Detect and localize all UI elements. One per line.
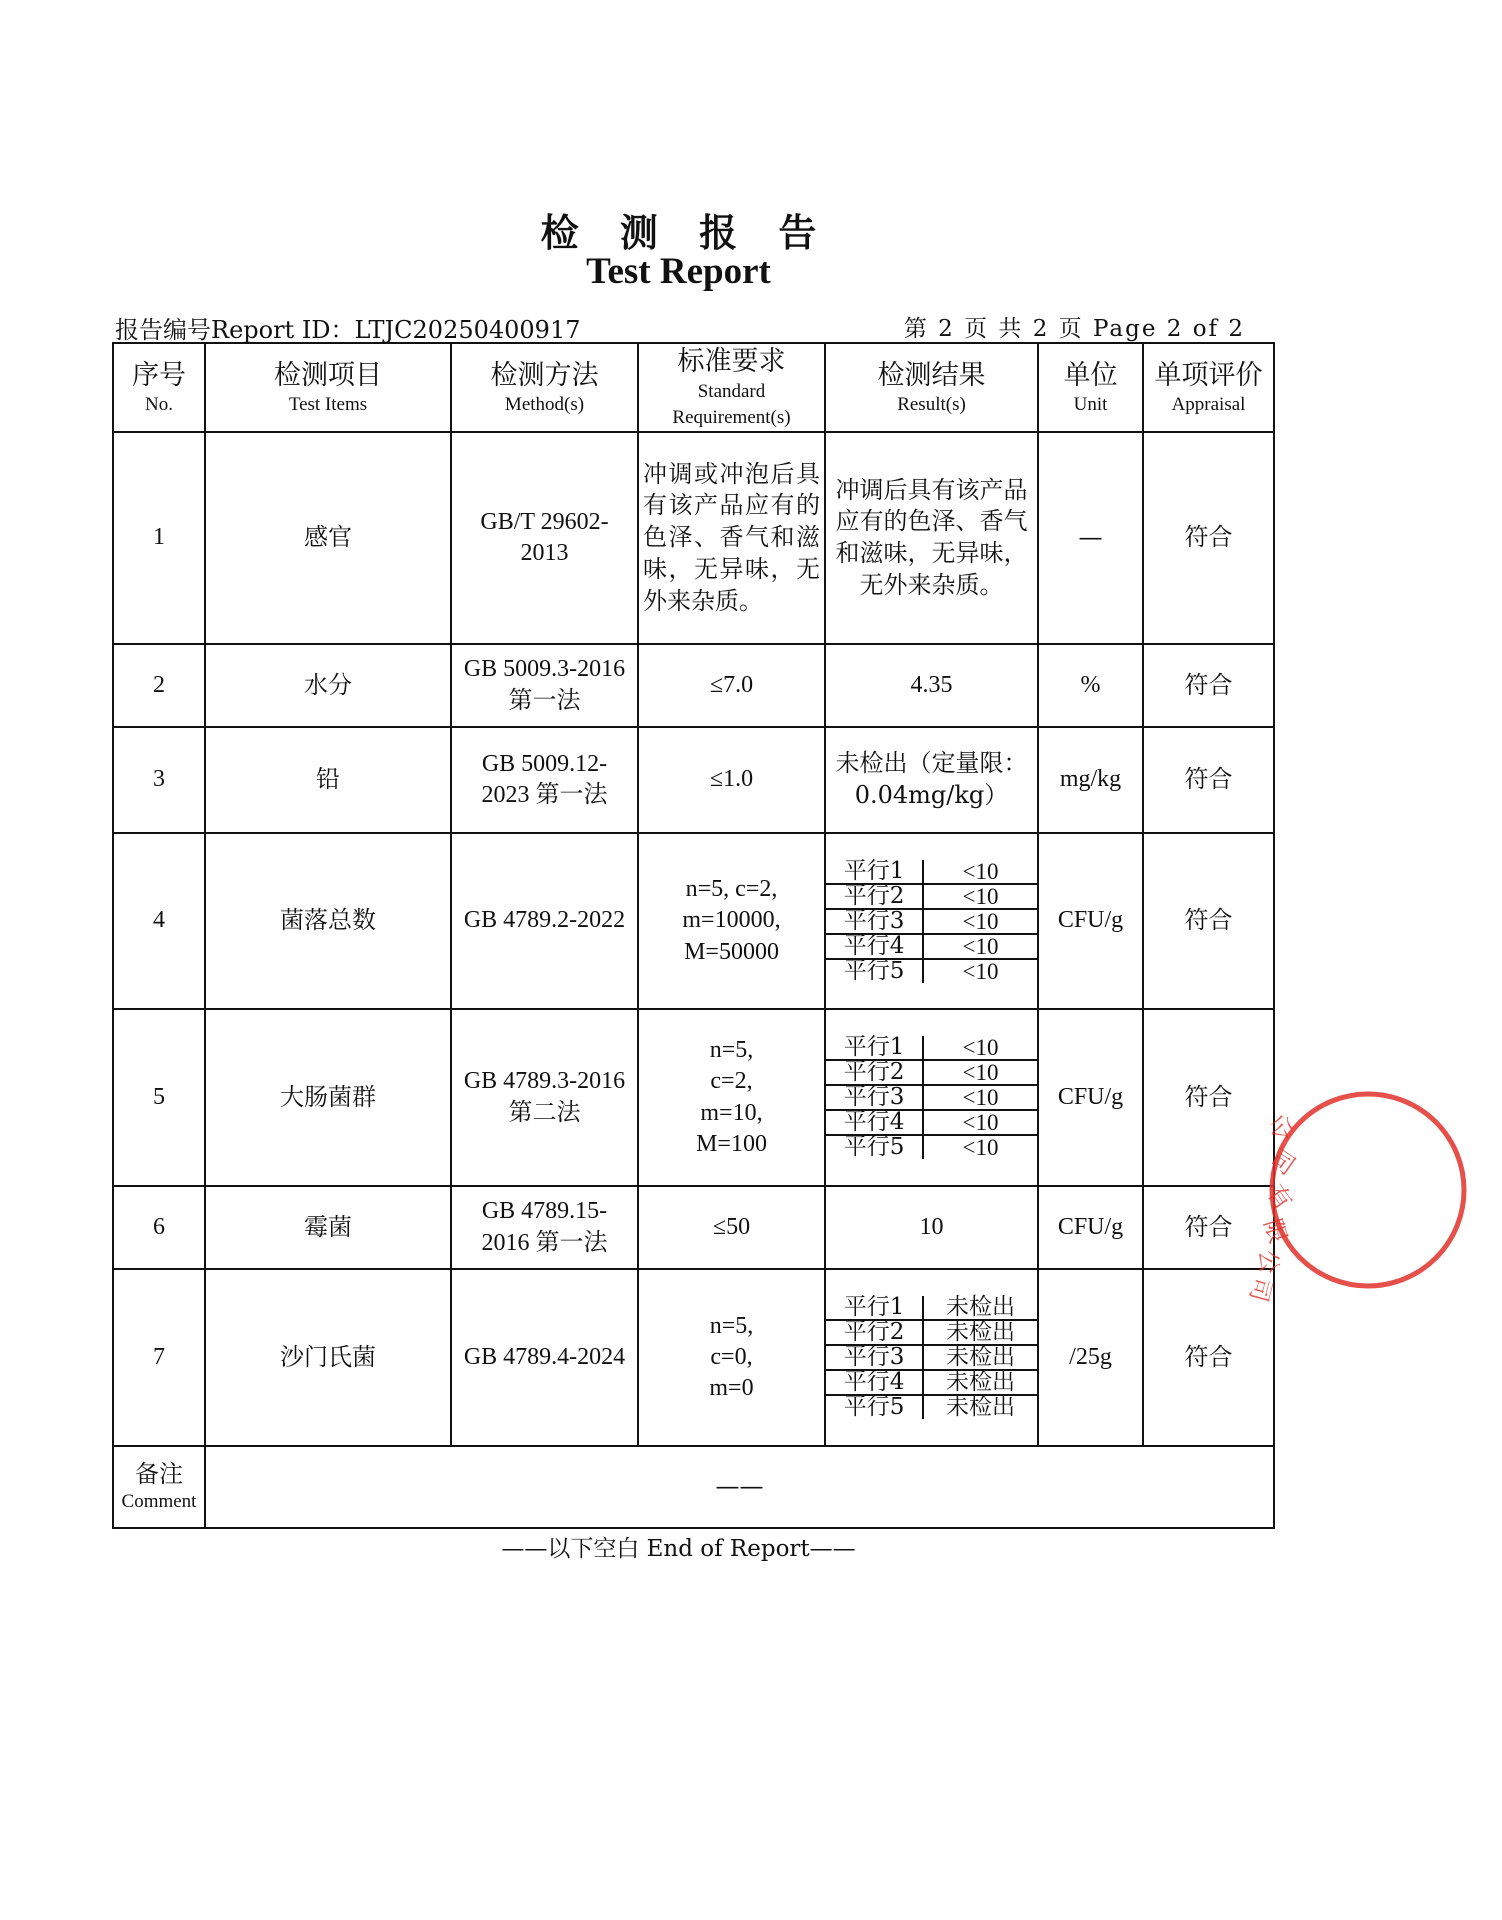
header-row: [113, 343, 1274, 432]
row-unit: mg/kg: [1038, 727, 1143, 833]
parallel-label: 平行3: [826, 909, 923, 934]
header-test-items: 检测项目 Test Items: [205, 343, 451, 432]
table-row: [113, 1186, 1274, 1269]
header-requirement: 标准要求 Standard Requirement(s): [638, 343, 825, 432]
row-method: GB 4789.2-2022: [451, 833, 638, 1009]
row-result: 冲调后具有该产品应有的色泽、香气和滋味，无异味，无外来杂质。: [825, 432, 1038, 644]
row-no: 1: [113, 432, 205, 644]
parallel-label: 平行3: [826, 1085, 923, 1110]
row-item: 水分: [205, 644, 451, 727]
row-no: 5: [113, 1009, 205, 1186]
row-method: GB 4789.15-2016 第一法: [451, 1186, 638, 1269]
row-item: 霉菌: [205, 1186, 451, 1269]
row-no: 6: [113, 1186, 205, 1269]
parallel-value: <10: [962, 1135, 999, 1160]
parallel-label: 平行1: [826, 1036, 923, 1060]
parallel-value: <10: [923, 1110, 1037, 1135]
report-title-cn: 检 测 报 告: [540, 210, 831, 255]
row-method: GB/T 29602-2013: [451, 432, 638, 644]
parallel-value: <10: [923, 909, 1037, 934]
parallel-label: 平行5: [826, 1135, 923, 1159]
row-method: GB 4789.3-2016 第二法: [451, 1009, 638, 1186]
svg-text:公: 公: [1266, 1110, 1297, 1145]
row-requirement: n=5, c=2, m=10000, M=50000: [638, 833, 825, 1009]
parallel-label: 平行2: [826, 884, 923, 909]
row-appraisal: 符合: [1143, 644, 1274, 727]
svg-text:有: 有: [1261, 1179, 1298, 1216]
parallel-label: 平行5: [826, 959, 923, 983]
row-method: GB 4789.4-2024: [451, 1269, 638, 1446]
row-appraisal: 符合: [1143, 833, 1274, 1009]
row-result: [825, 1009, 1038, 1186]
comment-row: [113, 1446, 1274, 1528]
row-method: GB 5009.3-2016 第一法: [451, 644, 638, 727]
comment-label: 备注 Comment: [113, 1446, 205, 1528]
row-unit: CFU/g: [1038, 833, 1143, 1009]
table-row: [113, 1009, 1274, 1186]
parallel-label: 平行4: [826, 1110, 923, 1135]
row-requirement: n=5, c=0, m=0: [638, 1269, 825, 1446]
row-item: 大肠菌群: [205, 1009, 451, 1186]
row-no: 2: [113, 644, 205, 727]
row-item: 感官: [205, 432, 451, 644]
row-result: [825, 833, 1038, 1009]
page-number: 第 2 页 共 2 页 Page 2 of 2: [903, 316, 1245, 342]
row-requirement: ≤50: [638, 1186, 825, 1269]
row-unit: CFU/g: [1038, 1009, 1143, 1186]
header-appraisal: 单项评价 Appraisal: [1143, 343, 1274, 432]
svg-text:限: 限: [1258, 1215, 1293, 1247]
row-no: 3: [113, 727, 205, 833]
parallel-value: 未检出: [923, 1320, 1037, 1345]
table-row: [113, 833, 1274, 1009]
row-method: GB 5009.12-2023 第一法: [451, 727, 638, 833]
row-appraisal: 符合: [1143, 727, 1274, 833]
parallel-value: <10: [923, 934, 1037, 959]
parallel-value: <10: [923, 860, 1037, 884]
row-appraisal: 符合: [1143, 1009, 1274, 1186]
row-requirement: ≤1.0: [638, 727, 825, 833]
row-unit: /25g: [1038, 1269, 1143, 1446]
parallel-results: [826, 857, 1037, 984]
report-title-en: Test Report: [586, 251, 771, 292]
row-appraisal: 符合: [1143, 432, 1274, 644]
row-result: [825, 1269, 1038, 1446]
row-item: 铅: [205, 727, 451, 833]
table-row: [113, 644, 1274, 727]
parallel-label: 平行4: [826, 934, 923, 959]
parallel-label: 平行5: [826, 1395, 923, 1419]
end-of-report: ——以下空白 End of Report——: [501, 1536, 856, 1562]
table-row: [113, 432, 1274, 644]
row-result: 未检出（定量限：0.04mg/kg）: [825, 727, 1038, 833]
parallel-value: 未检出: [923, 1296, 1037, 1320]
parallel-results: [826, 1296, 1037, 1419]
report-id: 报告编号Report ID：LTJC20250400917: [115, 316, 581, 344]
table-row: [113, 1269, 1274, 1446]
svg-text:公: 公: [1254, 1249, 1283, 1275]
parallel-results: [826, 1036, 1037, 1159]
row-appraisal: 符合: [1143, 1186, 1274, 1269]
table-row: [113, 727, 1274, 833]
header-result: 检测结果 Result(s): [825, 343, 1038, 432]
row-requirement: n=5, c=2, m=10, M=100: [638, 1009, 825, 1186]
parallel-value: <10: [962, 958, 999, 984]
parallel-label: 平行1: [826, 860, 923, 884]
row-result: 4.35: [825, 644, 1038, 727]
company-seal-stamp: [1243, 1050, 1372, 1305]
parallel-value: 未检出: [923, 1370, 1037, 1395]
row-no: 4: [113, 833, 205, 1009]
parallel-label: 平行3: [826, 1345, 923, 1370]
test-report-table: [112, 342, 1278, 1529]
header-method: 检测方法 Method(s): [451, 343, 638, 432]
row-unit: %: [1038, 644, 1143, 727]
row-no: 7: [113, 1269, 205, 1446]
parallel-value: <10: [923, 1085, 1037, 1110]
parallel-value: <10: [923, 1036, 1037, 1060]
parallel-label: 平行1: [826, 1296, 923, 1320]
parallel-value: <10: [923, 884, 1037, 909]
row-requirement: 冲调或冲泡后具有该产品应有的色泽、香气和滋味，无异味，无外来杂质。: [638, 432, 825, 644]
row-unit: —: [1038, 432, 1143, 644]
row-item: 菌落总数: [205, 833, 451, 1009]
parallel-value: 未检出: [946, 1394, 1016, 1420]
parallel-value: 未检出: [923, 1345, 1037, 1370]
comment-value: ——: [205, 1446, 1274, 1528]
header-no: 序号 No.: [113, 343, 205, 432]
parallel-label: 平行2: [826, 1060, 923, 1085]
row-item: 沙门氏菌: [205, 1269, 451, 1446]
row-requirement: ≤7.0: [638, 644, 825, 727]
row-appraisal: 符合: [1143, 1269, 1274, 1446]
row-result: 10: [825, 1186, 1038, 1269]
svg-text:司: 司: [1243, 1274, 1278, 1305]
parallel-label: 平行4: [826, 1370, 923, 1395]
parallel-value: <10: [923, 1060, 1037, 1085]
row-unit: CFU/g: [1038, 1186, 1143, 1269]
parallel-label: 平行2: [826, 1320, 923, 1345]
header-unit: 单位 Unit: [1038, 343, 1143, 432]
svg-text:司: 司: [1264, 1143, 1301, 1181]
